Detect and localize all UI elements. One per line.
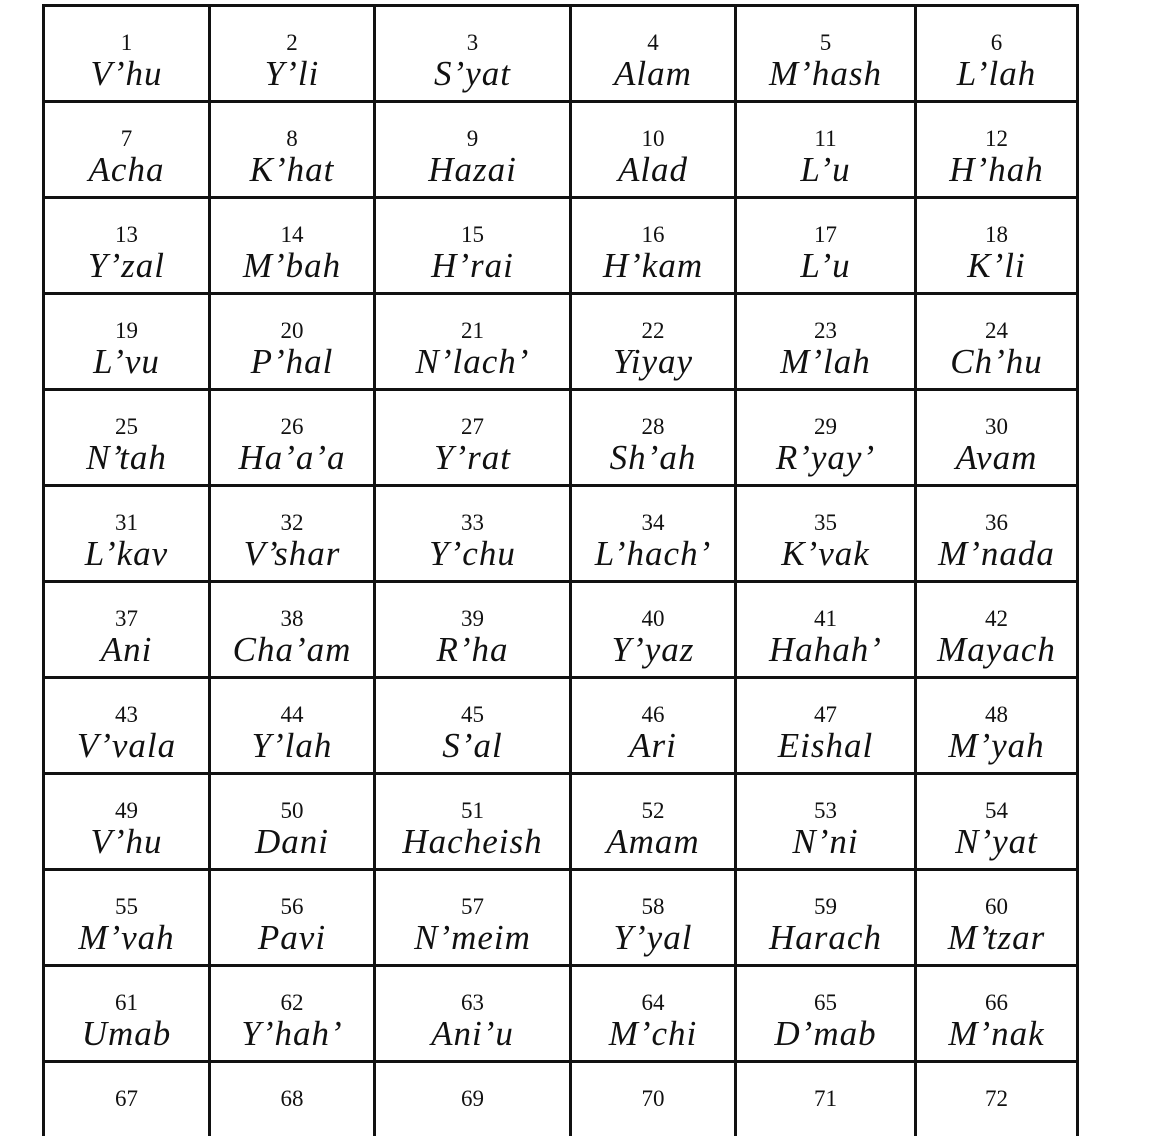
cell-name: M’yah xyxy=(948,726,1045,765)
cell-name: K’vak xyxy=(781,534,870,573)
cell-number: 5 xyxy=(819,30,832,55)
table-cell xyxy=(375,198,571,294)
table-cell xyxy=(375,102,571,198)
cell-number: 60 xyxy=(985,894,1008,919)
table-cell xyxy=(375,1062,571,1136)
table-cell xyxy=(571,390,736,486)
table-row xyxy=(44,6,1078,102)
cell-name: Y’yal xyxy=(613,918,693,957)
cell-name: V’vala xyxy=(76,726,177,765)
cell-name: N’yat xyxy=(955,822,1038,861)
cell-number: 28 xyxy=(641,414,665,439)
cell-number: 24 xyxy=(985,318,1008,343)
cell-name: Cha’am xyxy=(232,630,352,669)
table-cell xyxy=(916,102,1078,198)
cell-name: Dani xyxy=(255,822,329,861)
table-cell xyxy=(375,6,571,102)
cell-name: Hazai xyxy=(428,150,517,189)
table-cell xyxy=(736,1062,916,1136)
cell-number: 27 xyxy=(461,414,484,439)
table-cell xyxy=(210,1062,375,1136)
table-cell xyxy=(210,294,375,390)
cell-number: 35 xyxy=(814,510,837,535)
cell-number: 51 xyxy=(461,798,484,823)
cell-number: 32 xyxy=(280,510,304,535)
cell-number: 25 xyxy=(115,414,138,439)
cell-name: Umab xyxy=(81,1014,172,1053)
table-cell xyxy=(736,198,916,294)
cell-number: 53 xyxy=(814,798,837,823)
cell-name: Y’rat xyxy=(434,438,511,477)
cell-number: 72 xyxy=(985,1086,1008,1111)
table-cell xyxy=(571,870,736,966)
table-cell xyxy=(736,486,916,582)
cell-number: 43 xyxy=(115,702,138,727)
cell-number: 38 xyxy=(280,606,304,631)
cell-name: Y’li xyxy=(264,54,320,93)
cell-name: M’hash xyxy=(769,54,882,93)
cell-number: 62 xyxy=(280,990,304,1015)
table-cell xyxy=(210,966,375,1062)
table-cell xyxy=(210,486,375,582)
cell-number: 65 xyxy=(814,990,837,1015)
table-cell xyxy=(210,390,375,486)
table-cell xyxy=(736,582,916,678)
cell-number: 66 xyxy=(985,990,1008,1015)
table-row xyxy=(44,198,1078,294)
cell-name: Pavi xyxy=(257,918,327,957)
cell-number: 22 xyxy=(641,318,665,343)
cell-number: 6 xyxy=(990,30,1003,55)
cell-name: H’hah xyxy=(949,150,1044,189)
table-cell xyxy=(571,294,736,390)
cell-number: 36 xyxy=(985,510,1008,535)
cell-name: Eishal xyxy=(777,726,874,765)
cell-name: Y’zal xyxy=(88,246,165,285)
table-cell xyxy=(571,678,736,774)
table-cell xyxy=(375,486,571,582)
cell-name: L’lah xyxy=(956,54,1037,93)
cell-number: 54 xyxy=(985,798,1008,823)
cell-number: 3 xyxy=(466,30,479,55)
table-cell xyxy=(44,6,210,102)
cell-number: 52 xyxy=(641,798,665,823)
table-cell xyxy=(375,966,571,1062)
cell-name: M’nada xyxy=(938,534,1055,573)
cell-name: L’kav xyxy=(84,534,169,573)
cell-number: 2 xyxy=(286,30,298,55)
cell-number: 63 xyxy=(461,990,484,1015)
table-cell xyxy=(375,390,571,486)
table-cell xyxy=(736,294,916,390)
cell-name: D’mab xyxy=(774,1014,877,1053)
cell-number: 11 xyxy=(814,126,837,151)
cell-number: 31 xyxy=(115,510,138,535)
cell-name: K’hat xyxy=(249,150,335,189)
cell-number: 19 xyxy=(115,318,138,343)
cell-name: L’u xyxy=(800,246,851,285)
cell-name: S’yat xyxy=(434,54,511,93)
table-cell xyxy=(916,390,1078,486)
cell-number: 13 xyxy=(115,222,138,247)
cell-number: 47 xyxy=(814,702,837,727)
table-cell xyxy=(916,1062,1078,1136)
table-row xyxy=(44,582,1078,678)
table-cell xyxy=(210,678,375,774)
cell-number: 48 xyxy=(985,702,1008,727)
table-cell xyxy=(736,966,916,1062)
cell-name: M’tzar xyxy=(947,918,1046,957)
cell-number: 1 xyxy=(120,30,133,55)
cell-number: 64 xyxy=(641,990,665,1015)
table-row xyxy=(44,486,1078,582)
cell-number: 50 xyxy=(280,798,304,823)
cell-name: Ani xyxy=(100,630,153,669)
table-row xyxy=(44,294,1078,390)
table-cell xyxy=(44,1062,210,1136)
cell-name: Mayach xyxy=(937,630,1056,669)
table-row xyxy=(44,966,1078,1062)
cell-name: M’lah xyxy=(780,342,871,381)
cell-name: M’nak xyxy=(948,1014,1045,1053)
table-cell xyxy=(210,774,375,870)
table-cell xyxy=(375,870,571,966)
table-row xyxy=(44,390,1078,486)
cell-number: 12 xyxy=(985,126,1008,151)
cell-name: R’ha xyxy=(436,630,509,669)
cell-name: P’hal xyxy=(250,342,334,381)
cell-number: 30 xyxy=(985,414,1008,439)
table-cell xyxy=(736,390,916,486)
cell-name: H’kam xyxy=(602,246,704,285)
cell-name: M’chi xyxy=(608,1014,698,1053)
cell-name: L’hach’ xyxy=(594,534,712,573)
table-cell xyxy=(571,198,736,294)
cell-number: 58 xyxy=(641,894,665,919)
cell-number: 8 xyxy=(286,126,298,151)
cell-name: Y’yaz xyxy=(611,630,695,669)
table-cell xyxy=(736,102,916,198)
cell-name: S’al xyxy=(442,726,503,765)
cell-name: N’meim xyxy=(414,918,531,957)
cell-number: 37 xyxy=(115,606,138,631)
cell-number: 45 xyxy=(461,702,484,727)
table-cell xyxy=(736,678,916,774)
cell-number: 21 xyxy=(461,318,484,343)
table-cell xyxy=(210,198,375,294)
table-cell xyxy=(44,198,210,294)
table-cell xyxy=(916,774,1078,870)
cell-number: 40 xyxy=(641,606,665,631)
table-cell xyxy=(571,486,736,582)
cell-number: 34 xyxy=(641,510,665,535)
cell-name: K’li xyxy=(967,246,1026,285)
table-cell xyxy=(44,486,210,582)
cell-number: 57 xyxy=(461,894,484,919)
cell-number: 20 xyxy=(280,318,304,343)
cell-number: 59 xyxy=(814,894,837,919)
names-table-body xyxy=(44,6,1078,1136)
table-cell xyxy=(571,1062,736,1136)
cell-number: 61 xyxy=(115,990,138,1015)
cell-name: R’yay’ xyxy=(775,438,876,477)
table-cell xyxy=(375,774,571,870)
table-cell xyxy=(916,294,1078,390)
table-cell xyxy=(736,6,916,102)
table-cell xyxy=(571,102,736,198)
table-cell xyxy=(736,774,916,870)
table-cell xyxy=(44,582,210,678)
table-cell xyxy=(44,294,210,390)
cell-name: Alam xyxy=(614,54,692,93)
cell-name: N’tah xyxy=(86,438,167,477)
cell-name: L’u xyxy=(800,150,851,189)
table-cell xyxy=(44,390,210,486)
table-cell xyxy=(916,582,1078,678)
cell-name: V’hu xyxy=(90,54,163,93)
table-cell xyxy=(210,582,375,678)
cell-name: Sh’ah xyxy=(609,438,697,477)
cell-number: 39 xyxy=(461,606,484,631)
cell-name: Hacheish xyxy=(402,822,543,861)
table-row xyxy=(44,678,1078,774)
cell-number: 7 xyxy=(120,126,133,151)
table-row xyxy=(44,1062,1078,1136)
table-row xyxy=(44,870,1078,966)
cell-number: 44 xyxy=(280,702,304,727)
table-cell xyxy=(210,6,375,102)
table-cell xyxy=(44,966,210,1062)
table-cell xyxy=(375,582,571,678)
cell-name: Ch’hu xyxy=(950,342,1043,381)
cell-name: Amam xyxy=(606,822,700,861)
cell-name: Avam xyxy=(955,438,1038,477)
cell-number: 29 xyxy=(814,414,837,439)
cell-name: Hahah’ xyxy=(769,630,882,669)
cell-name: M’vah xyxy=(78,918,175,957)
table-cell xyxy=(571,966,736,1062)
cell-number: 23 xyxy=(814,318,837,343)
cell-name: Harach xyxy=(769,918,882,957)
cell-name: Alad xyxy=(617,150,689,189)
cell-name: Y’lah xyxy=(251,726,333,765)
cell-number: 14 xyxy=(280,222,304,247)
cell-number: 9 xyxy=(466,126,479,151)
table-cell xyxy=(916,678,1078,774)
cell-number: 67 xyxy=(115,1086,138,1111)
cell-number: 18 xyxy=(985,222,1008,247)
cell-name: H’rai xyxy=(431,246,514,285)
table-row xyxy=(44,102,1078,198)
table-cell xyxy=(210,870,375,966)
cell-number: 16 xyxy=(641,222,665,247)
cell-number: 71 xyxy=(814,1086,837,1111)
cell-number: 42 xyxy=(985,606,1008,631)
table-cell xyxy=(375,678,571,774)
cell-number: 26 xyxy=(280,414,304,439)
table-cell xyxy=(44,774,210,870)
cell-number: 41 xyxy=(814,606,837,631)
cell-name: Yiyay xyxy=(612,342,694,381)
cell-number: 69 xyxy=(461,1086,484,1111)
cell-number: 56 xyxy=(280,894,304,919)
cell-name: Ani’u xyxy=(431,1014,514,1053)
cell-name: Ari xyxy=(629,726,677,765)
names-table xyxy=(42,4,1079,1136)
table-cell xyxy=(916,966,1078,1062)
cell-name: Y’hah’ xyxy=(241,1014,343,1053)
table-cell xyxy=(571,774,736,870)
cell-name: N’lach’ xyxy=(415,342,530,381)
table-cell xyxy=(916,870,1078,966)
table-row xyxy=(44,774,1078,870)
cell-name: Acha xyxy=(88,150,165,189)
table-cell xyxy=(571,6,736,102)
cell-number: 68 xyxy=(280,1086,304,1111)
cell-number: 17 xyxy=(814,222,837,247)
cell-number: 46 xyxy=(641,702,665,727)
cell-number: 15 xyxy=(461,222,484,247)
cell-name: V’hu xyxy=(90,822,163,861)
cell-name: L’vu xyxy=(93,342,160,381)
cell-name: V’shar xyxy=(243,534,341,573)
cell-number: 33 xyxy=(461,510,484,535)
table-cell xyxy=(571,582,736,678)
table-cell xyxy=(736,870,916,966)
table-cell xyxy=(916,486,1078,582)
table-cell xyxy=(44,102,210,198)
table-cell xyxy=(44,678,210,774)
cell-name: N’ni xyxy=(792,822,859,861)
cell-name: Y’chu xyxy=(429,534,516,573)
table-cell xyxy=(916,198,1078,294)
cell-number: 55 xyxy=(115,894,138,919)
cell-name: Ha’a’a xyxy=(238,438,346,477)
cell-number: 70 xyxy=(641,1086,665,1111)
table-cell xyxy=(375,294,571,390)
table-cell xyxy=(44,870,210,966)
table-cell xyxy=(210,102,375,198)
cell-number: 4 xyxy=(647,30,659,55)
cell-number: 49 xyxy=(115,798,138,823)
cell-number: 10 xyxy=(641,126,665,151)
table-cell xyxy=(916,6,1078,102)
cell-name: M’bah xyxy=(242,246,342,285)
